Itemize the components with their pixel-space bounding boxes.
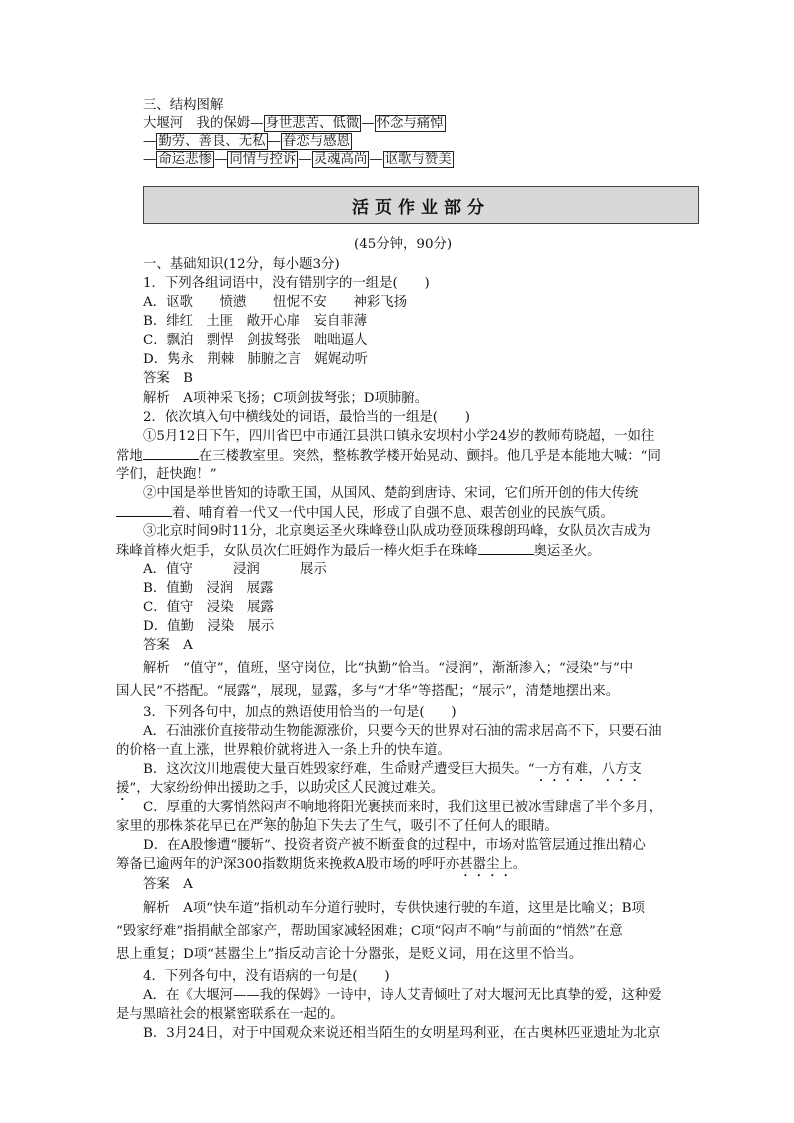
q2-p3-line1: ③北京时间9时11分，北京奥运圣火珠峰登山队成功登顶珠穆朗玛峰，女队员次吉成为: [143, 524, 651, 539]
q1-option-b: B．绯红 土匪 敞开心扉 妄自菲薄: [143, 314, 368, 329]
q2-analysis-line1: 解析 “值守”，值班，坚守岗位，比“执勤”恰当。“浸润”，渐渐渗入；“浸染”与“中: [143, 661, 634, 676]
q2-p1-line2: 常地 在三楼教室里。突然，整栋教学楼开始晃动、颤抖。他几乎是本能地大喊：“同: [116, 449, 661, 464]
dotted-idiom: 甚嚣尘上: [459, 857, 513, 872]
dotted-idiom: 一方有难，八方支: [534, 762, 642, 777]
structure-box: 怀念与痛悼: [376, 116, 444, 131]
structure-box: 勤劳、善良、无私: [158, 134, 266, 149]
time-info: (45分钟，90分): [354, 237, 453, 252]
fill-blank: [116, 504, 172, 517]
fill-blank: [478, 542, 534, 555]
fill-blank: [143, 447, 199, 460]
q2-option-a: A．值守 浸润 展示: [143, 562, 327, 577]
q2-analysis-line2: 国人民”不搭配。“展露”，展现，显露，多与“才华”等搭配；“展示”，清楚地摆出来。: [116, 684, 620, 699]
q2-option-b: B．值勤 浸润 展露: [143, 581, 274, 596]
q4-stem: 4．下列各句中，没有语病的一句是( ): [143, 969, 390, 984]
structure-box: 同情与控诉: [229, 152, 297, 167]
q3-option-d-line2: 筹备已逾两年的沪深300指数期货来挽救A股市场的呼吁亦甚嚣尘上。: [116, 857, 527, 872]
q2-p3-line2: 珠峰首棒火炬手，女队员次仁旺姆作为最后一棒火炬手在珠峰 奥运圣火。: [116, 544, 601, 559]
structure-box: 讴歌与赞美: [384, 152, 452, 167]
q3-option-b-line2: 援”，大家纷纷伸出援助之手，以助灾区人民渡过难关。: [116, 781, 445, 796]
q1-answer: 答案 B: [143, 371, 194, 386]
q2-answer: 答案 A: [143, 638, 193, 653]
q1-option-d: D．隽永 荆棘 肺腑之言 娓娓动听: [143, 352, 368, 367]
q2-option-c: C．值守 浸染 展露: [143, 600, 274, 615]
structure-row-2: — 勤劳、善良、无私 — 眷恋与感恩: [143, 134, 350, 149]
q1-stem: 1．下列各组词语中，没有错别字的一组是( ): [143, 276, 430, 291]
banner-title: 活页作业部分: [352, 197, 490, 218]
section-heading: 一、基础知识(12分，每小题3分): [143, 257, 340, 272]
q3-option-c-line2: 家里的那株茶花早已在严寒的胁迫下失去了生气，吸引不了任何人的眼睛。: [116, 819, 558, 834]
q2-stem: 2．依次填入句中横线处的词语，最恰当的一组是( ): [143, 410, 470, 425]
q4-option-a-line2: 是与黑暗社会的根紧密联系在一起的。: [116, 1007, 344, 1022]
q3-option-b-line1: B．这次汶川地震使大量百姓毁家纾难，生命财产遭受巨大损失。“一方有难，八方支: [143, 762, 642, 777]
q3-option-a-line1: A．石油涨价直接带动生物能源涨价，只要今天的世界对石油的需求居高不下，只要石油: [143, 724, 662, 739]
q2-p2-line1: ②中国是举世皆知的诗歌王国，从国风、楚韵到唐诗、宋词，它们所开创的伟大传统: [143, 486, 639, 501]
q4-option-b-line1: B．3月24日，对于中国观众来说还相当陌生的女明星玛利亚，在古奥林匹亚遗址为北京: [143, 1026, 661, 1041]
structure-row-3: — 命运悲惨 — 同情与控诉 — 灵魂高尚 — 讴歌与赞美: [143, 152, 452, 167]
q3-answer: 答案 A: [143, 877, 193, 892]
q2-p2-line2: 着、哺育着一代又一代中国人民，形成了自强不息、艰苦创业的民族气质。: [116, 504, 614, 523]
dotted-idiom: 毁家纾难: [313, 762, 368, 777]
q3-analysis-line3: 思上重复；D项“甚嚣尘上”指反动言论十分嚣张，是贬义词，用在这里不恰当。: [116, 947, 583, 962]
dotted-idiom: 援: [116, 781, 130, 796]
structure-row-1: 大堰河 我的保姆— 身世悲苦、低微 — 怀念与痛悼: [143, 116, 444, 131]
q2-option-d: D．值勤 浸染 展示: [143, 619, 275, 634]
q4-option-a-line1: A．在《大堰河——我的保姆》一诗中，诗人艾青倾吐了对大堰河无比真挚的爱，这种爱: [143, 988, 662, 1003]
structure-box: 身世悲苦、低微: [265, 116, 360, 131]
q3-option-a-line2: 的价格一直上涨，世界粮价就将进入一条上升的快车道。: [116, 743, 451, 758]
structure-box: 灵魂高尚: [313, 152, 368, 167]
q2-p1-line3: 学们，赶快跑！”: [116, 467, 217, 482]
structure-box: 命运悲惨: [158, 152, 212, 167]
q3-analysis-line2: “毁家纾难”指捐献全部家产，帮助国家减轻困难；C项“闷声不响”与前面的“悄然”在意: [116, 924, 623, 939]
section-banner: [143, 186, 699, 224]
q3-option-d-line1: D．在A股惨遭“腰斩”、投资者资产被不断蚕食的过程中，市场对监管层通过推出精心: [143, 838, 646, 853]
structure-box: 眷恋与感恩: [282, 134, 350, 149]
q1-option-c: C．飘泊 剽悍 剑拔驽张 咄咄逼人: [143, 333, 368, 348]
dotted-idiom: 快车道: [397, 743, 438, 758]
structure-heading: 三、结构图解: [143, 98, 224, 113]
dotted-idiom: 闷声不响: [260, 800, 314, 815]
q1-option-a: A．讴歌 愤懑 忸怩不安 神彩飞扬: [143, 295, 408, 310]
q3-option-c-line1: C．厚重的大雾悄然闷声不响地将阳光裹挟而来时，我们这里已被冰雪肆虐了半个多月，: [143, 800, 663, 815]
q2-p1-line1: ①5月12日下午，四川省巴中市通江县洪口镇永安坝村小学24岁的教师苟晓超，一如往: [143, 429, 655, 444]
q3-analysis-line1: 解析 A项“快车道”指机动车分道行驶时，专供快速行驶的车道，这里是比喻义；B项: [143, 901, 645, 916]
q1-analysis: 解析 A项神采飞扬；C项剑拔弩张；D项肺腑。: [143, 391, 429, 406]
q3-stem: 3．下列各句中，加点的熟语使用恰当的一句是( ): [143, 705, 457, 720]
